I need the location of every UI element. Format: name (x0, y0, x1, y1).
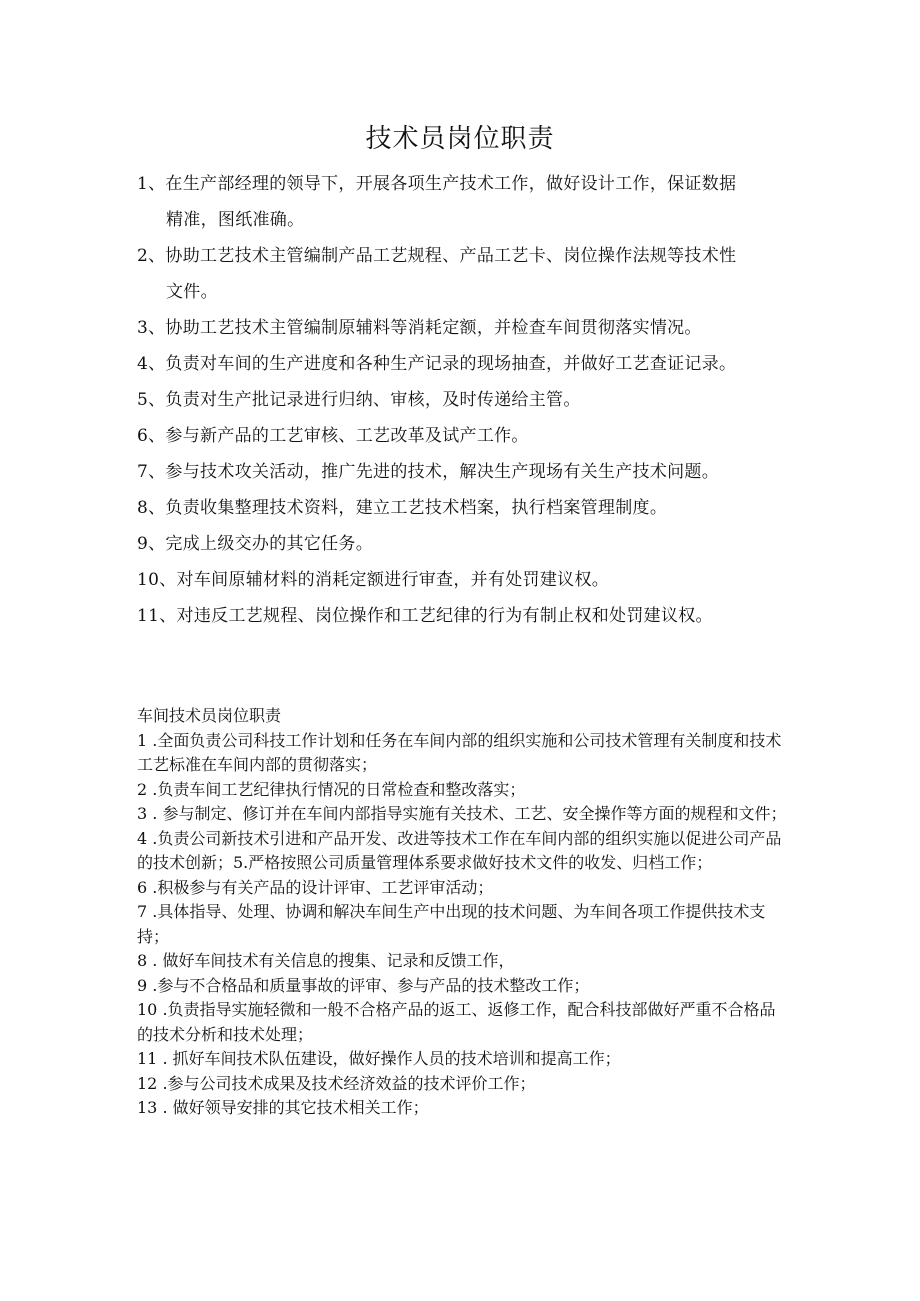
item-number: 7 (137, 902, 148, 921)
item-text: 参与新产品的工艺审核、工艺改革及试产工作。 (165, 426, 529, 446)
item-text-continued: 精准，图纸准确。 (166, 210, 305, 230)
item-text: 协助工艺技术主管编制原辅料等消耗定额，并检查车间贯彻落实情况。 (165, 318, 702, 338)
item-number: 13 (137, 1098, 158, 1117)
item-text: 在生产部经理的领导下，开展各项生产技术工作，做好设计工作，保证数据 (165, 174, 737, 194)
item-number: 6、 (137, 426, 166, 446)
list-item (137, 346, 787, 382)
item-text: 对车间原辅材料的消耗定额进行审查，并有处罚建议权。 (176, 570, 610, 590)
item-text: 协助工艺技术主管编制产品工艺规程、产品工艺卡、岗位操作法规等技术性 (165, 246, 737, 266)
page-title: 技术员岗位职责 (365, 124, 555, 154)
item-text: . 做好领导安排的其它技术相关工作； (157, 1098, 429, 1117)
item-text: .全面负责公司科技工作计划和任务在车间内部的组织实施和公司技术管理有关制度和技术工艺标准在车间内部的贯彻落实； (137, 730, 782, 774)
item-text: 负责收集整理技术资料，建立工艺技术档案，执行档案管理制度。 (165, 498, 668, 518)
list-item (137, 876, 787, 901)
item-text: 负责对生产批记录进行归纳、审核，及时传递给主管。 (165, 390, 581, 410)
item-number: 2 (137, 779, 148, 799)
responsibilities-list (137, 166, 787, 634)
item-text: 负责对车间的生产进度和各种生产记录的现场抽查，并做好工艺查证记录。 (165, 354, 737, 374)
item-number: 2、 (137, 246, 166, 266)
item-text: 完成上级交办的其它任务。 (165, 534, 374, 554)
item-number: 11 (137, 1049, 158, 1068)
item-text: .负责公司新技术引进和产品开发、改进等技术工作在车间内部的组织实施以促进公司产品的技术创新；5.严格按照公司质量管理体系要求做好技术文件的收发、归档工作； (137, 828, 782, 872)
item-number: 11、 (137, 606, 177, 626)
item-number: 4、 (137, 354, 166, 374)
list-item (137, 490, 787, 526)
item-number: 4 (137, 828, 148, 848)
list-item (137, 802, 787, 827)
list-item (137, 1047, 787, 1072)
list-item (137, 454, 787, 490)
item-text: .积极参与有关产品的设计评审、工艺评审活动； (147, 877, 494, 897)
list-item (137, 382, 787, 418)
item-number: 8 (137, 951, 148, 970)
item-number: 10 (137, 1000, 158, 1019)
item-number: 7、 (137, 462, 166, 482)
list-item (137, 729, 787, 778)
item-text: 对违反工艺规程、岗位操作和工艺纪律的行为有制止权和处罚建议权。 (176, 606, 713, 626)
item-text: . 参与制定、修订并在车间内部指导实施有关技术、工艺、安全操作等方面的规程和文件； (147, 804, 787, 823)
item-number: 10、 (137, 570, 177, 590)
list-item (137, 562, 787, 598)
section-heading: 车间技术员岗位职责 (137, 706, 282, 725)
list-item (137, 900, 787, 949)
item-text: .负责车间工艺纪律执行情况的日常检查和整改落实； (147, 779, 526, 799)
item-number: 9、 (137, 534, 166, 554)
item-number: 12 (137, 1073, 158, 1093)
item-text: 参与技术攻关活动，推广先进的技术，解决生产现场有关生产技术问题。 (165, 462, 720, 482)
item-number: 3、 (137, 318, 166, 338)
item-number: 8、 (137, 498, 166, 518)
item-number: 9 (137, 975, 148, 995)
list-item (137, 778, 787, 803)
item-number: 1 (137, 730, 148, 750)
list-item (137, 998, 787, 1047)
item-text: .负责指导实施轻微和一般不合格产品的返工、返修工作，配合科技部做好严重不合格品的技术分析和技术处理； (137, 1000, 776, 1044)
list-item (137, 418, 787, 454)
item-number: 3 (137, 804, 148, 823)
item-text: . 做好车间技术有关信息的搜集、记录和反馈工作， (147, 951, 515, 970)
list-item (137, 1096, 787, 1121)
list-item (137, 1072, 787, 1097)
item-number: 5、 (137, 390, 166, 410)
list-item (137, 238, 787, 310)
item-number: 1、 (137, 174, 166, 194)
list-item (137, 949, 787, 974)
list-item (137, 598, 787, 634)
list-item (137, 310, 787, 346)
item-text: .参与不合格品和质量事故的评审、参与产品的技术整改工作； (147, 975, 590, 995)
list-item (137, 827, 787, 876)
list-item (137, 974, 787, 999)
list-item (137, 166, 787, 238)
workshop-responsibilities (137, 704, 787, 1121)
item-text: .参与公司技术成果及技术经济效益的技术评价工作； (157, 1073, 536, 1093)
item-text-continued: 文件。 (166, 282, 218, 302)
list-item (137, 526, 787, 562)
item-text: .具体指导、处理、协调和解决车间生产中出现的技术问题、为车间各项工作提供技术支持； (137, 902, 766, 946)
item-number: 6 (137, 877, 148, 897)
item-text: . 抓好车间技术队伍建设，做好操作人员的技术培训和提高工作； (157, 1049, 621, 1068)
